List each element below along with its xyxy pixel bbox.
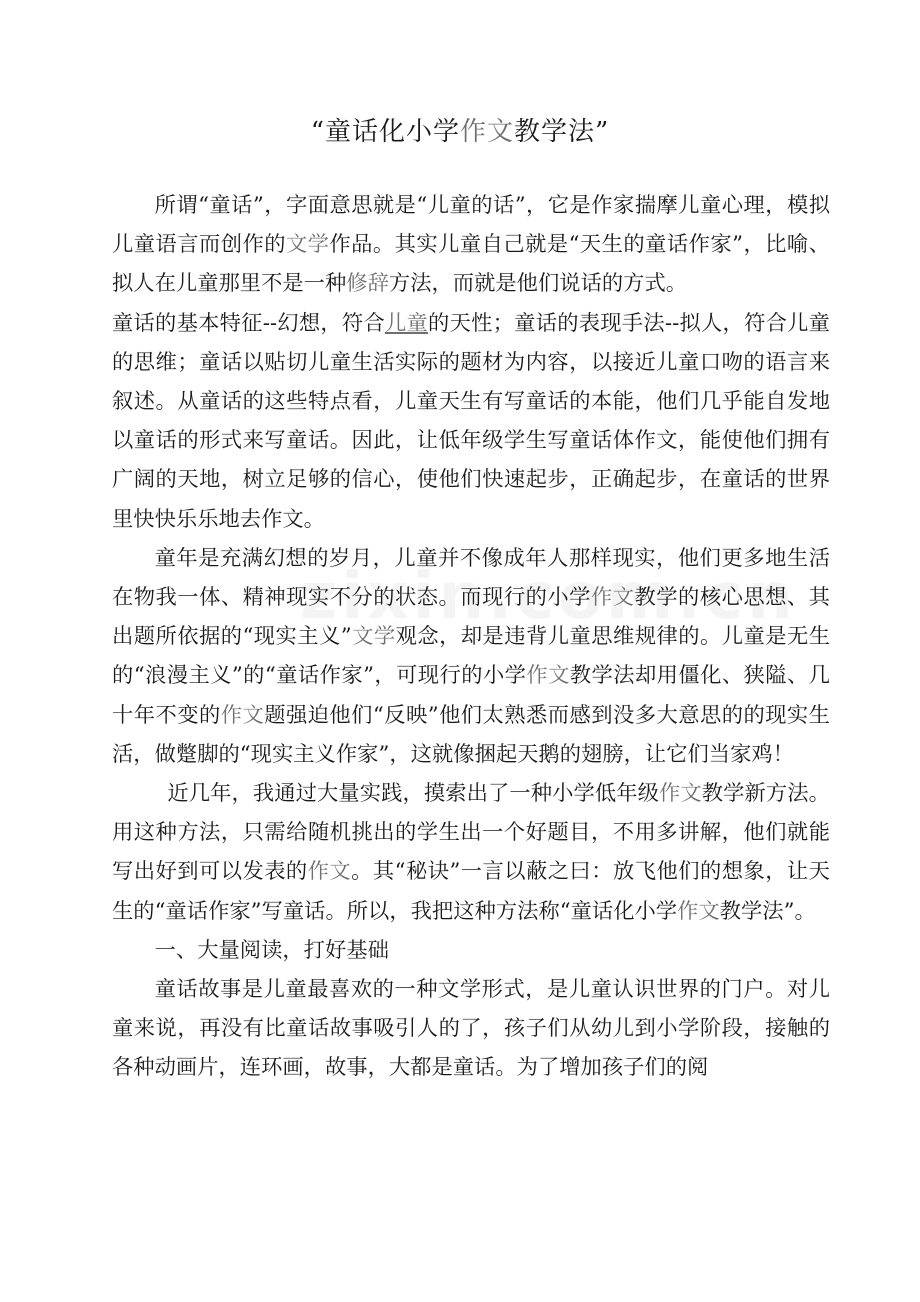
keyword-link: 作文 (590, 585, 635, 611)
title-part-2: 教学法” (514, 117, 610, 147)
keyword-link: 作文 (677, 898, 720, 924)
keyword-link: 作文 (526, 663, 570, 689)
text-run: 教学的核心思想、其出题所依据的“现实主义” (112, 585, 830, 650)
text-run: 童话的基本特征--幻想，符合 (112, 310, 385, 336)
paragraph-p6 (112, 970, 830, 1088)
text-run: 。其“秘诀”一言以蔽之曰：放飞他们的想象，让天生的“童话作家”写童话。所以，我把这种方法称“童话化小学 (112, 859, 830, 924)
document-title (0, 112, 920, 152)
text-run: 一、大量阅读，打好基础 (154, 937, 389, 963)
paragraph-p3 (112, 539, 830, 774)
keyword-link: 文学 (351, 624, 396, 650)
keyword-link: 作文 (307, 859, 352, 885)
text-run: 童话故事是儿童最喜欢的一种文学形式，是儿童认识世界的门户。对儿童来说，再没有比童话故事吸引人的了，孩子们从幼儿到小学阶段，接触的各种动画片，连环画，故事，大都是童话。为了增加孩子们的阅 (112, 977, 830, 1081)
text-run: 观念，却是违背儿童思维规律的。儿童是无生的“浪漫主义”的“童话作家”，可现行的小学 (112, 624, 830, 689)
title-part-1: “童话化小学 (310, 117, 460, 147)
keyword-link: 文学 (285, 232, 330, 258)
text-run: 所谓“童话”，字面意思就是“儿童的话”，它是作家揣摩儿童心理，模拟儿童语言而创作的 (112, 193, 830, 258)
keyword-link: 作文 (659, 781, 702, 807)
paragraph-p2 (112, 304, 830, 539)
text-run: 方法，而就是他们说话的方式。 (388, 271, 688, 297)
paragraph-p1 (112, 186, 830, 304)
underlined-term[interactable]: 儿童 (384, 310, 429, 336)
paragraph-p4 (112, 774, 830, 931)
keyword-link: 作文 (220, 702, 265, 728)
text-run: 童年是充满幻想的岁月，儿童并不像成年人那样现实，他们更多地生活在物我一体、精神现实不分的状态。而现行的小学 (112, 545, 830, 611)
section-heading (112, 931, 830, 970)
text-run: 作品。其实儿童自己就是“天生的童话作家”，比喻、拟人在儿童那里不是一种 (112, 232, 830, 297)
text-run: 教学法却用僵化、狭隘、几十年不变的 (112, 663, 830, 728)
text-run: 教学法”。 (719, 898, 816, 924)
text-run: 题强迫他们“反映”他们太熟悉而感到没多大意思的的现实生活，做蹩脚的“现实主义作家”，这就像捆起天鹅的翅膀，让它们当家鸡！ (112, 702, 830, 767)
keyword-link: 修辞 (346, 271, 389, 297)
text-run: 近几年，我通过大量实践，摸索出了一种小学低年级 (167, 781, 660, 807)
text-run: 教学新方法。用这种方法，只需给随机挑出的学生出一个好题目，不用多讲解，他们就能写出好到可以发表的 (112, 781, 830, 885)
title-highlight: 作文 (459, 117, 514, 147)
text-run: 的天性；童话的表现手法--拟人，符合儿童的思维；童话以贴切儿童生活实际的题材为内容，以接近儿童口吻的语言来叙述。从童话的这些特点看，儿童天生有写童话的本能，他们几乎能自发地以童话的形式来写童话。因此，让低年级学生写童话体作文，能使他们拥有广阔的天地，树立足够的信心，使他们快速起步，正确起步，在童话的世界里快快乐乐地去作文。 (112, 310, 830, 532)
document-body (112, 186, 830, 1088)
